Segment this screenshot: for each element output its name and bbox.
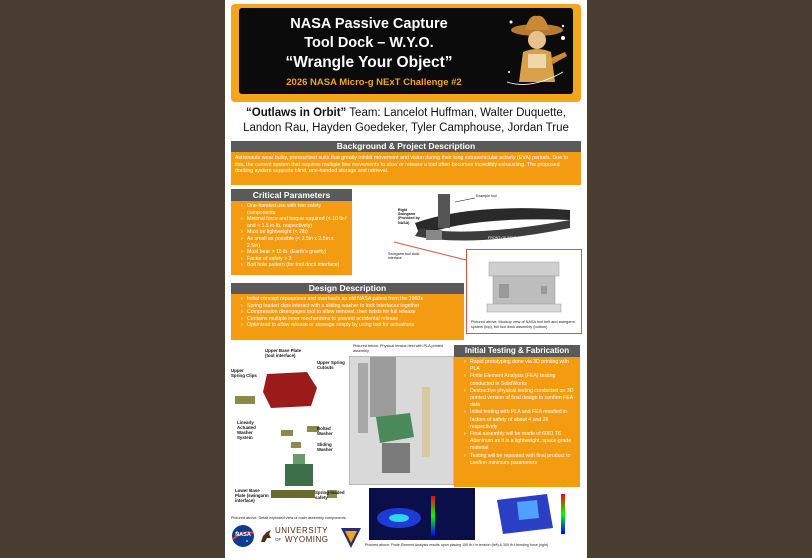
dock-render-box xyxy=(466,249,582,334)
testing-item: › Finite Element Analysis (FEA) testing conducted in SolidWorks xyxy=(464,373,576,387)
poster-title-line2: Tool Dock – W.Y.O. xyxy=(304,35,434,51)
header-panel xyxy=(239,8,573,94)
testing-item: › Destructive physical testing conducted on 3D printed version of final design to confirm FEA data xyxy=(464,388,576,410)
label-bolted: Bolted Washer xyxy=(317,426,333,436)
tension-test-photo xyxy=(349,356,454,485)
belt-caption: Pictured above: Mockup view of NASA tool belt and swingarm system (top), full tool dock assembly (bottom) xyxy=(471,320,575,329)
fea-right-render xyxy=(477,488,581,540)
mission-patch-icon xyxy=(339,526,363,550)
testing-item: › Initial testing with PLA and FEA resulted in factors of safety of about 4 and 26 respectively xyxy=(464,409,576,431)
uw-logo xyxy=(259,526,333,552)
testing-item: › Rapid prototyping done via 3D printing with PLA xyxy=(464,359,576,373)
critical-item: › Must be lightweight (< 2lb) xyxy=(241,229,348,236)
testing-heading: Initial Testing & Fabrication xyxy=(454,345,580,357)
belt-label-bracket: Swingarm tool dock interface xyxy=(388,252,420,261)
nasa-logo xyxy=(231,524,255,548)
exploded-caption: Pictured above: Detail exploded view of main assembly components xyxy=(231,516,346,520)
critical-heading: Critical Parameters xyxy=(231,189,352,201)
poster-subtitle: 2026 NASA Micro-g NExT Challenge #2 xyxy=(286,77,462,88)
design-item: › Contains multiple inner mechanisms to prevent accidental release xyxy=(241,316,460,323)
team-name: “Outlaws in Orbit” xyxy=(246,107,347,119)
testing-list xyxy=(454,357,580,469)
design-panel xyxy=(231,294,464,340)
label-linearly: Linearly Actuated Washer System xyxy=(237,420,256,440)
uw-line1: UNIVERSITY xyxy=(275,526,329,535)
critical-item: › One-handed use with two safety components xyxy=(241,203,348,216)
bucking-horse-icon xyxy=(259,528,273,544)
label-spring-safety: Spring-loaded safety xyxy=(315,490,345,500)
design-item: › Spring loaded clips interact with a sliding washer to lock interfaces together xyxy=(241,303,460,310)
background-heading: Background & Project Description xyxy=(231,141,581,152)
label-upper-cutouts: Upper Spring Cutouts xyxy=(317,360,345,370)
photo-caption: Pictured below: Physical tension test with PLA printed assembly xyxy=(353,344,444,353)
poster xyxy=(225,0,587,558)
poster-header xyxy=(231,4,581,102)
design-list xyxy=(231,294,464,331)
critical-item: › Bolt hole pattern (for tool dock interface) xyxy=(241,262,348,269)
design-item: › Initial concept repurposes and overhauls an old NASA patent from the 1960s xyxy=(241,296,460,303)
team-names xyxy=(233,106,579,136)
critical-item: › Minimal force and torque required (< 10 lb-f and < 1.5 in-lb, respectively) xyxy=(241,216,348,229)
critical-item: › As small as possible (< 2.5in x 2.5in x 2.5in) xyxy=(241,236,348,249)
callout-arrow xyxy=(390,238,470,268)
cowboy-astronaut-icon xyxy=(501,12,571,92)
critical-item: › Factor of safety > 3 xyxy=(241,256,348,263)
critical-list xyxy=(231,201,352,271)
team-line2: Landon Rau, Hayden Goedeker, Tyler Camphouse, Jordan True xyxy=(243,122,569,134)
fea-right xyxy=(477,488,581,540)
belt-label-right: Right Swingarm (Provided by NASA) xyxy=(398,208,420,225)
testing-item: › Testing will be repeated with final product to confirm minimum parameters xyxy=(464,453,576,467)
critical-item: › Must bear > 15 lb. (Earth's gravity) xyxy=(241,249,348,256)
testing-panel xyxy=(454,357,580,487)
team-label: Team: Lancelot Huffman, Walter Duquette, xyxy=(346,107,566,119)
mission-patch-logo xyxy=(339,526,363,550)
belt-label-example: Example tool xyxy=(476,194,497,198)
label-lower-base: Lower Base Plate (swingarm interface) xyxy=(235,488,269,503)
critical-panel xyxy=(231,201,352,275)
poster-title-line3: “Wrangle Your Object” xyxy=(285,54,453,71)
tension-test-render xyxy=(350,357,453,484)
belt-label-front: FRONT OF BELT xyxy=(488,236,517,240)
fea-caption: Pictured above: Finite Element Analysis results upon placing 150 lb-f in tension (left) & 300 lb-f bending force (right) xyxy=(365,543,549,547)
fea-left-render xyxy=(369,488,475,540)
label-sliding: Sliding Washer xyxy=(317,442,333,452)
uw-of: OF xyxy=(275,537,282,542)
testing-item: › Final assembly will be made of 6061 T6 Aluminum as it is a lightweight, space-grade material xyxy=(464,431,576,453)
background-text: Astronauts wear bulky, pressurized suits that greatly inhibit movement and vision during their long extravehicular activity (EVA) periods. Due to this, the current system that requires multiple fine movements to stow or release a tool often becomes incredibly exhausting. The proposed docking system supports blind, one-handed storage and retrieval. xyxy=(231,152,581,185)
fea-left xyxy=(369,488,475,540)
uw-line2: WYOMING xyxy=(285,535,329,544)
nasa-logo-text: NASA xyxy=(235,532,251,538)
dock-render xyxy=(467,250,581,320)
design-item: › Optimized to allow release or stowage simply by using tool for actuations xyxy=(241,322,460,329)
label-upper-clips: Upper Spring Clips xyxy=(231,368,257,378)
poster-title-line1: NASA Passive Capture xyxy=(290,16,448,32)
design-item: › Compression disengages tool to allow removal, then twists for full release xyxy=(241,309,460,316)
label-upper-base: Upper Base Plate (tool interface) xyxy=(265,348,302,358)
exploded-view xyxy=(231,344,349,524)
design-heading: Design Description xyxy=(231,283,464,294)
